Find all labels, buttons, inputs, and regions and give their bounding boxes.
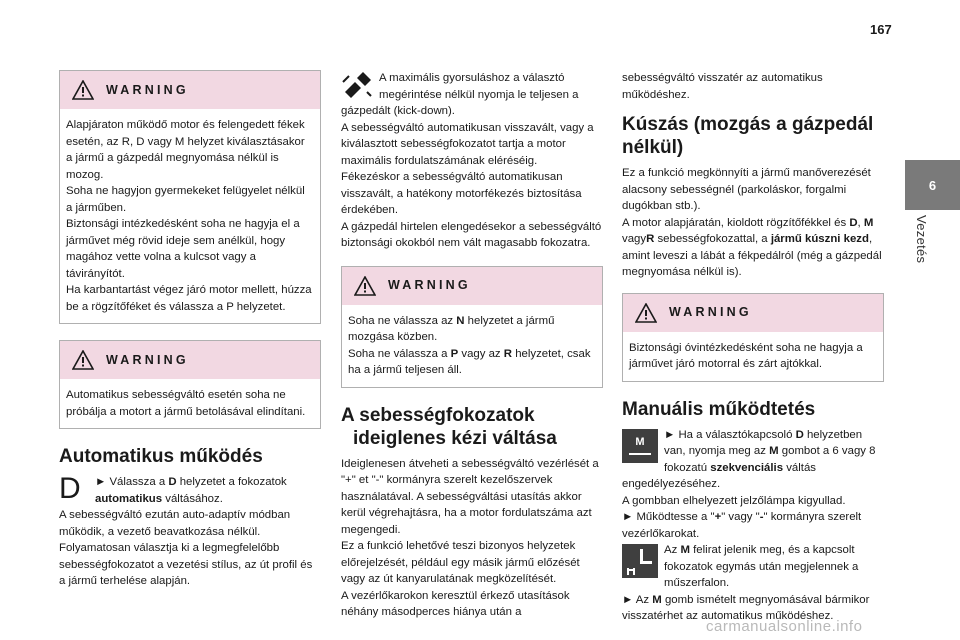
text-bold: M — [652, 593, 662, 606]
heading-line: ideiglenes kézi váltása — [353, 427, 557, 449]
text-span: Az — [664, 544, 681, 556]
warning-text — [623, 332, 883, 381]
text-span: helyzetet a fokozatok — [176, 476, 287, 488]
chapter-tab[interactable]: 6 — [905, 160, 960, 210]
text-bold: - — [759, 511, 764, 523]
text-bold: szekvenciális — [710, 461, 784, 474]
text-span: helyzetet, csak ha a jármű teljesen áll. — [348, 347, 591, 376]
warning-line: Biztonsági óvintézkedésként soha ne hagyja a járművet járó motorral és zárt ajtókkal. — [629, 341, 863, 370]
section-heading: Automatikus működés — [59, 446, 263, 467]
warning-box — [622, 293, 884, 382]
body-paragraph — [622, 509, 884, 542]
text-bold: automatikus — [95, 492, 163, 505]
text-span: váltás engedélyezéséhez. — [622, 461, 816, 490]
warning-line — [348, 313, 596, 346]
warning-header — [60, 71, 320, 109]
text-span: váltásához. — [162, 492, 223, 505]
body-paragraph: Ez a funkció lehetővé teszi bizonyos helyzetek előrejelzését, például egy másik jármű előzését vagy az út kanyarulatának megközelítését. — [341, 540, 580, 585]
warning-line: Soha ne hagyjon gyermekeket felügyelet nélkül a járműben. — [66, 185, 305, 214]
manual-block — [622, 427, 884, 625]
gear-d-icon: D — [59, 472, 81, 505]
section-heading — [622, 113, 884, 159]
text-bold: + — [714, 511, 722, 523]
warning-triangle-icon — [72, 80, 94, 100]
heading-line: Kúszás (mozgás a gázpedál — [622, 114, 874, 135]
text-bold: M — [769, 445, 779, 457]
warning-text — [60, 109, 320, 323]
warning-text — [60, 379, 320, 428]
warning-title: WARNING — [669, 305, 752, 320]
kickdown-block — [341, 70, 603, 252]
text-span: ► Válassza a — [95, 476, 169, 488]
gear-display-icon — [622, 544, 658, 578]
text-bold: D — [795, 428, 804, 441]
text-bold: N — [456, 314, 465, 327]
foot-pedal-icon — [341, 70, 373, 100]
warning-title: WARNING — [106, 82, 189, 97]
text-span: ► Az — [622, 593, 653, 606]
text-span: helyzetben van, nyomja meg az — [664, 428, 863, 457]
text-span: " vagy " — [721, 511, 760, 523]
text-span: helyzetet a jármű mozgása közben. — [348, 314, 555, 343]
warning-triangle-icon — [354, 276, 376, 296]
text-span: ► Működtesse a " — [622, 511, 715, 523]
text-bold: M — [680, 544, 690, 556]
text-span: , — [857, 216, 864, 229]
body-paragraph: A gázpedál hirtelen elengedésekor a sebességváltó biztonsági okokból nem vált magasabb fokozatra. — [341, 220, 602, 249]
body-paragraph: A sebességváltó ezután auto-adaptív módban működik, a vezető beavatkozása nélkül. Folyamatosan választja ki a legmegfelelőbb sebességfokozatot a vezetési stílus, az út profil és a jármű terhelése alapján. — [59, 509, 313, 587]
text-span: gomb ismételt megnyomásával bármikor visszatérhet az automatikus működéshez. — [622, 593, 870, 622]
text-span: Soha ne válassza az — [348, 314, 457, 327]
body-paragraph: Ideiglenesen átveheti a sebességváltó vezérlését a "+" et "-" kormányra szerelt kezelőszervek használatával. A sebességváltási utasítás akkor kerül végrehajtásra, ha a motor fordulatszáma azt megengedi. — [341, 457, 599, 536]
warning-header — [623, 294, 883, 332]
text-span: ► Ha a választókapcsoló — [664, 428, 796, 441]
warning-title: WARNING — [388, 278, 471, 293]
column-1 — [59, 70, 321, 590]
text-bold: D — [849, 216, 858, 229]
text-bold: M — [863, 216, 874, 229]
body-paragraph: A vezérlőkarokon keresztül érkező utasítások néhány másodperces hiánya után a — [341, 589, 570, 618]
warning-line: Ha karbantartást végez járó motor mellett, húzza be a rögzítőféket és válassza a P helyzetet. — [66, 284, 312, 313]
warning-title: WARNING — [106, 352, 189, 367]
warning-line: Biztonsági intézkedésként soha ne hagyja el a járművet még rövid ideje sem anélkül, hogy magához vette volna a kulcsot vagy a távirányítót. — [66, 218, 300, 280]
text-span: sebességfokozattal, a — [654, 233, 771, 245]
text-span: gombot a 6 vagy 8 fokozatú — [664, 445, 876, 474]
warning-triangle-icon — [635, 303, 657, 323]
body-paragraph — [622, 542, 884, 592]
heading-line: nélkül) — [622, 137, 684, 158]
text-bold: R — [646, 233, 655, 245]
column-2 — [341, 70, 603, 621]
column-3 — [622, 70, 884, 625]
warning-line: Alapjáraton működő motor és felengedett fékek esetén, az R, D vagy M helyzet kiválasztásakor a jármű a gázpedál megnyomása nélkül is mozog. — [66, 119, 305, 181]
warning-box — [59, 340, 321, 429]
warning-header — [60, 341, 320, 379]
page-number: 167 — [870, 22, 892, 37]
body-paragraph — [622, 427, 884, 493]
section-heading — [341, 404, 603, 450]
warning-box — [59, 70, 321, 324]
text-span: Soha ne válassza a — [348, 347, 451, 360]
body-paragraph: Ez a funkció megkönnyíti a jármű manőverezését alacsony sebességnél (parkoláskor, forgalmi dugókban stb.). — [622, 167, 871, 212]
section-heading: Manuális működtetés — [622, 398, 816, 420]
heading-line: A sebességfokozatok — [341, 404, 535, 426]
badge-letter: M — [635, 436, 645, 449]
intro-text — [95, 474, 321, 507]
warning-triangle-icon — [72, 350, 94, 370]
body-paragraph: Fékezéskor a sebességváltó automatikusan visszavált, a hatékony motorfékezés biztosítása érdekében. — [341, 171, 582, 216]
automatic-intro — [59, 474, 321, 507]
text-span: vagy — [622, 233, 647, 245]
body-paragraph: A gombban elhelyezett jelzőlámpa kigyullad. — [622, 494, 846, 507]
body-paragraph: A sebességváltó automatikusan visszavált, vagy a kiválasztott sebességfokozatot tartja a motor maximális fordulatszámának eléréséig. — [341, 121, 594, 167]
warning-text — [342, 305, 602, 387]
watermark: carmanualsonline.info — [706, 618, 863, 635]
text-bold: P — [450, 347, 459, 360]
warning-header — [342, 267, 602, 305]
badge-underline-icon — [629, 451, 651, 457]
text-span: A motor alapjáratán, kioldott rögzítőfékkel és — [622, 216, 850, 229]
text-span: , amint leveszi a lábát a fékpedálról (még a gázpedál megnyomása nélkül is). — [622, 233, 882, 278]
text-span: vagy az — [458, 347, 504, 360]
m-button-icon — [622, 429, 658, 463]
chapter-title: Vezetés — [914, 215, 929, 264]
text-span: " kormányra szerelt vezérlőkarokat. — [622, 511, 862, 540]
body-paragraph: sebességváltó visszatér az automatikus működéshez. — [622, 72, 823, 101]
warning-line: Automatikus sebességváltó esetén soha ne próbálja a motort a jármű betolásával elindítani. — [66, 389, 306, 418]
text-bold: jármű kúszni kezd — [770, 233, 869, 245]
text-span: felirat jelenik meg, és a kapcsolt fokozatok egymás után megjelennek a műszerfalon. — [664, 544, 859, 589]
warning-box — [341, 266, 603, 388]
kickdown-lead: A maximális gyorsuláshoz a választó megérintése nélkül nyomja le teljesen a gázpedált (kick-down). — [341, 72, 579, 117]
body-paragraph — [622, 215, 884, 281]
text-bold: R — [503, 347, 513, 360]
warning-line — [348, 346, 596, 379]
text-bold: D — [168, 476, 177, 488]
